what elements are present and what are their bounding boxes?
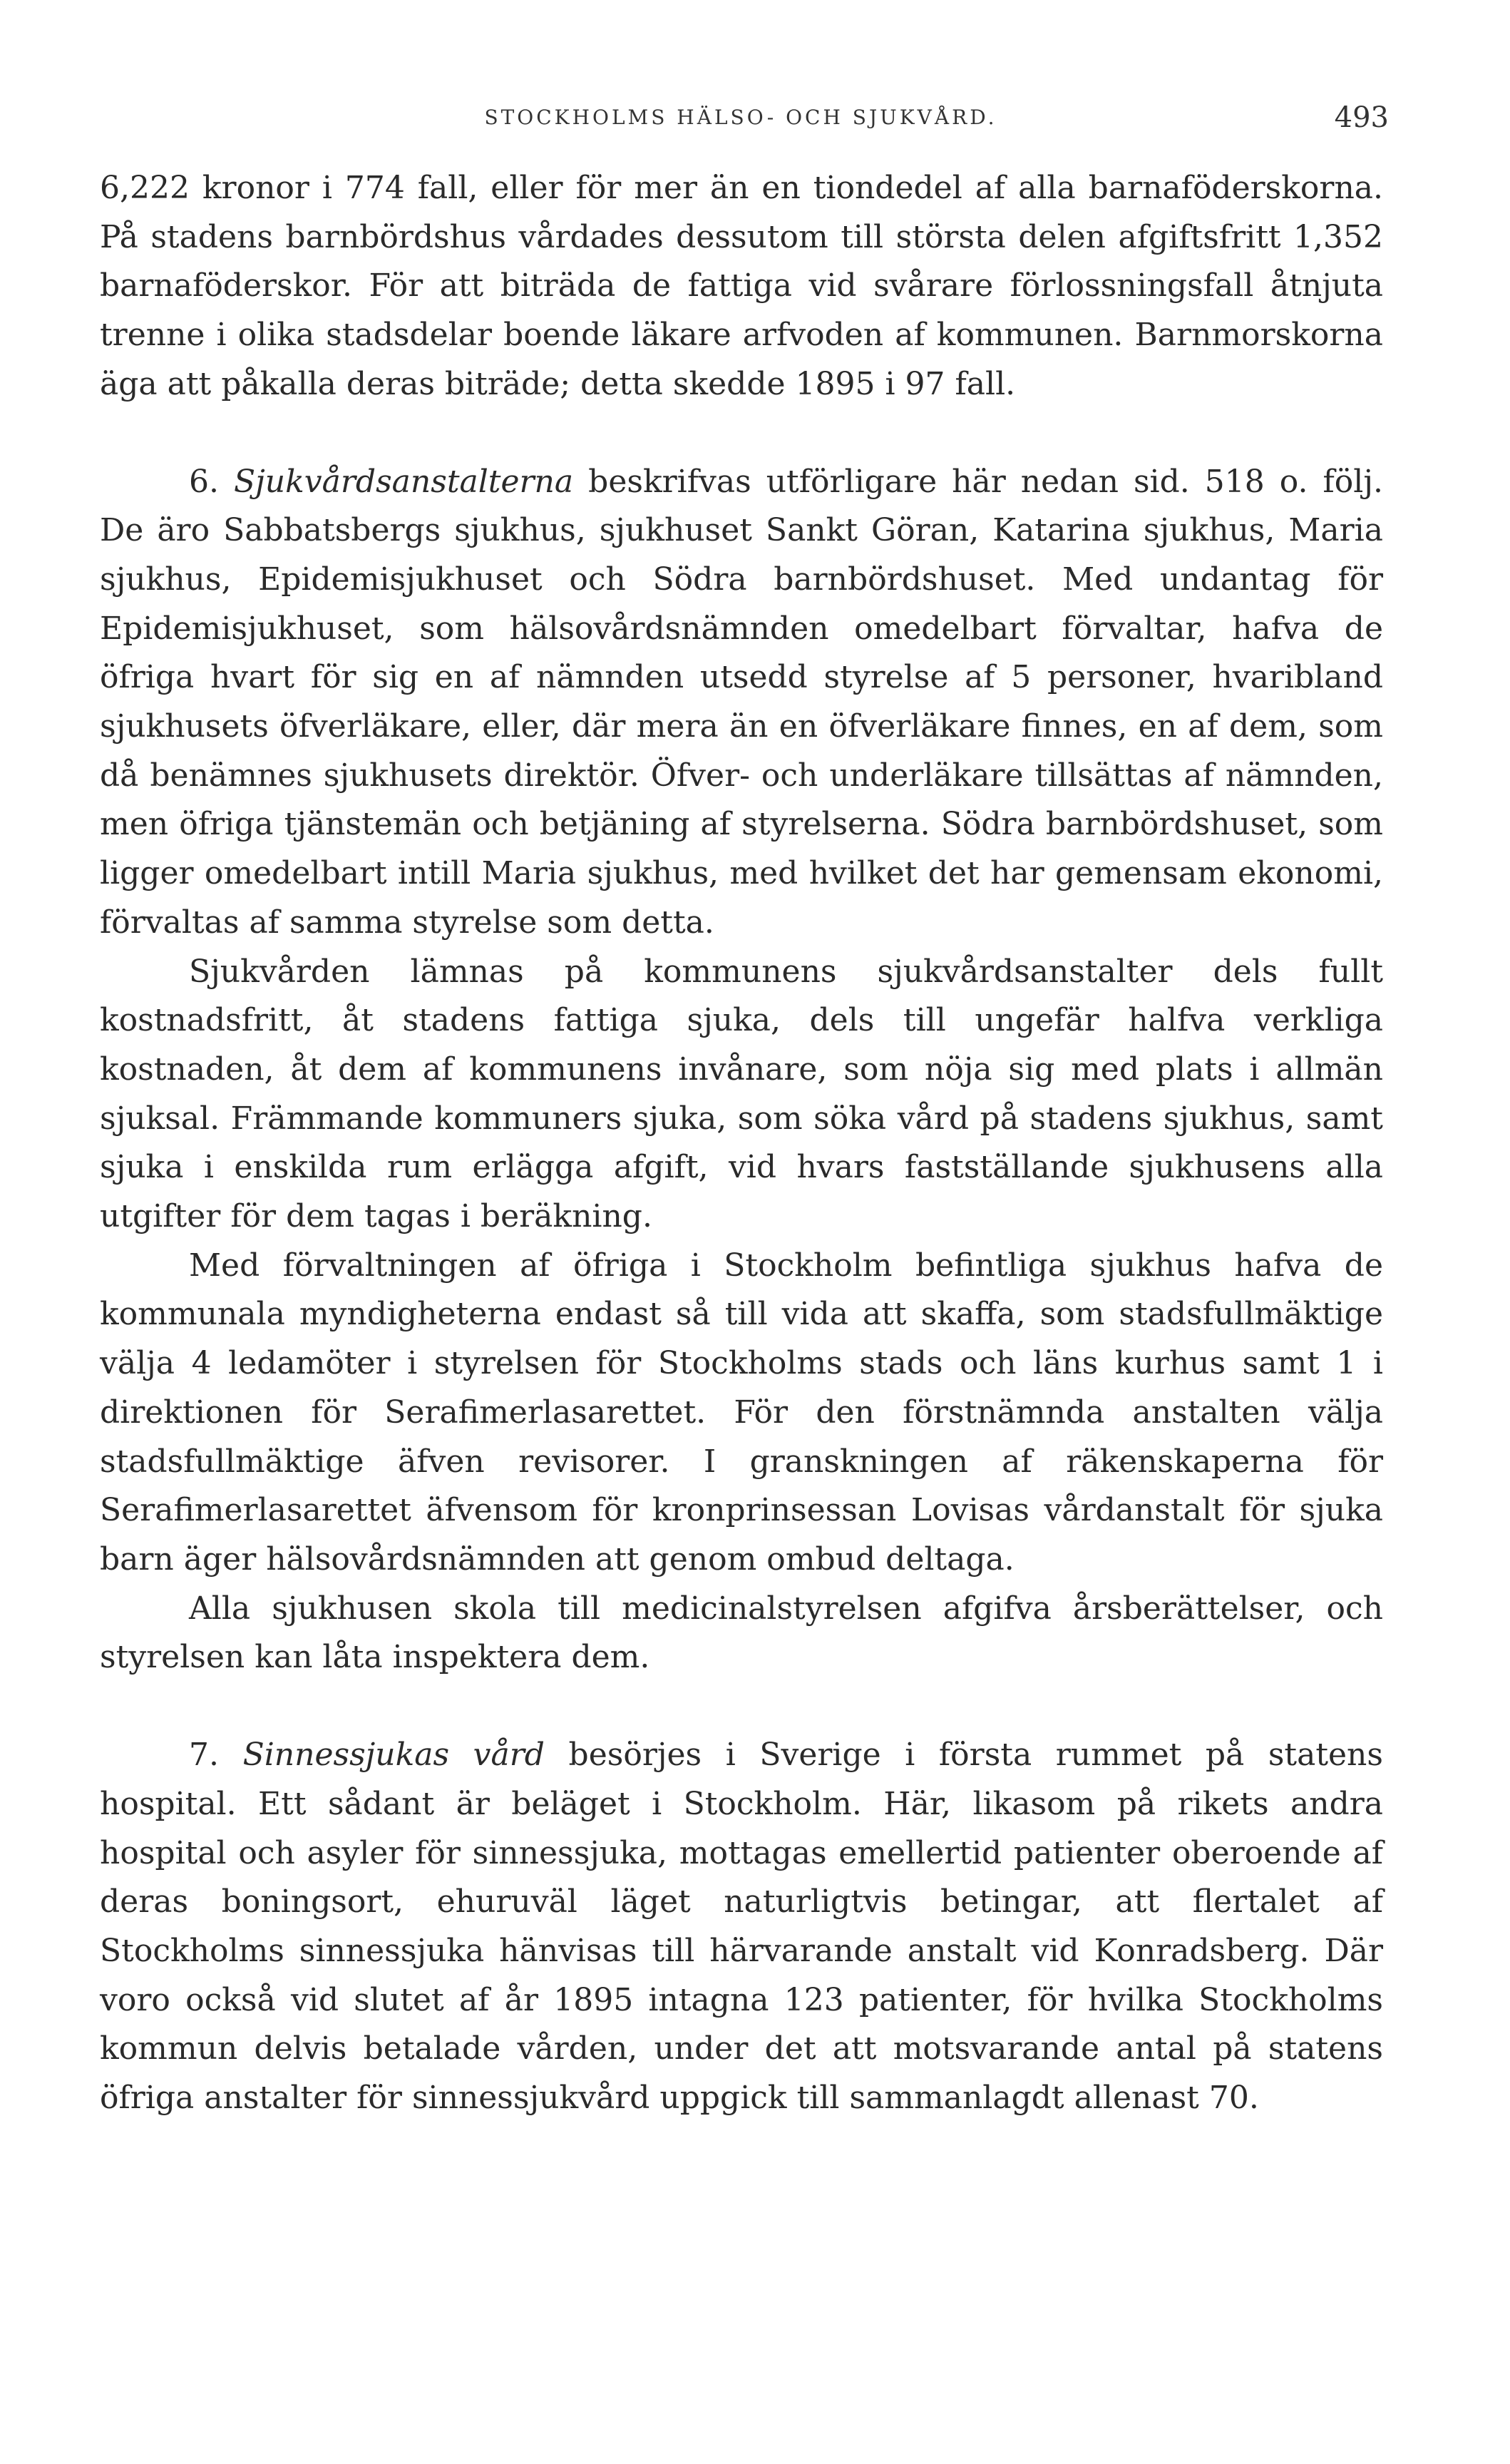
section-number-7: 7. <box>189 1737 219 1774</box>
section-title-sinnessjukas-vard: Sinnessjukas vård <box>242 1737 545 1774</box>
body-text <box>100 164 1383 2123</box>
section-number-6: 6. <box>189 463 219 500</box>
paragraph-1 <box>100 164 1383 409</box>
paragraph-4 <box>100 1242 1383 1585</box>
paragraph-5 <box>100 1585 1383 1682</box>
paragraph-4-text: Med förvaltningen af öfriga i Stockholm befintliga sjukhus hafva de kommunala myndigheterna endast så till vida att skaffa, som stadsfullmäktige välja 4 ledamöter i styrelsen för Stockholms stads och läns kurhus samt 1 i direktionen för Serafimerlasarettet. För den förstnämnda anstalten välja stadsfullmäktige äfven revisorer. I granskningen af räkenskaperna för Serafimerlasarettet äfvensom för kronprinsessan Lovisas vårdanstalt för sjuka barn äger hälsovårdsnämnden att genom ombud deltaga. <box>100 1247 1383 1578</box>
paragraph-2-text: beskrifvas utförligare här nedan sid. 518 o. följ. De äro Sabbatsbergs sjukhus, sjukhuset Sankt Göran, Katarina sjukhus, Maria sjukhus, Epidemisjukhuset och Södra barnbördshuset. Med undantag för Epidemisjukhuset, som hälsovårdsnämnden omedelbart förvaltar, hafva de öfriga hvart för sig en af nämnden utsedd styrelse af 5 personer, hvaribland sjukhusets öfverläkare, eller, där mera än en öfverläkare finnes, en af dem, som då benämnes sjukhusets direktör. Öfver- och underläkare tillsättas af nämnden, men öfriga tjänstemän och betjäning af styrelserna. Södra barnbördshuset, som ligger omedelbart intill Maria sjukhus, med hvilket det har gemensam ekonomi, förvaltas af samma styrelse som detta. <box>100 463 1383 941</box>
paragraph-3 <box>100 948 1383 1242</box>
paragraph-6 <box>100 1731 1383 2123</box>
paragraph-3-text: Sjukvården lämnas på kommunens sjukvårdsanstalter dels fullt kostnadsfritt, åt stadens fattiga sjuka, dels till ungefär halfva verkliga kostnaden, åt dem af kommunens invånare, som nöja sig med plats i allmän sjuksal. Främmande kommuners sjuka, som söka vård på stadens sjukhus, samt sjuka i enskilda rum erlägga afgift, vid hvars fastställande sjukhusens alla utgifter för dem tagas i beräkning. <box>100 953 1383 1235</box>
paragraph-6-text: besörjes i Sverige i första rummet på statens hospital. Ett sådant är beläget i Stockholm. Här, likasom på rikets andra hospital och asyler för sinnessjuka, mottagas emellertid patienter oberoende af deras boningsort, ehuruväl läget naturligtvis betingar, att flertalet af Stockholms sinnessjuka hänvisas till härvarande anstalt vid Konradsberg. Där voro också vid slutet af år 1895 intagna 123 patienter, för hvilka Stockholms kommun delvis betalade vården, under det att motsvarande antal på statens öfriga anstalter för sinnessjukvård uppgick till sammanlagdt allenast 70. <box>100 1737 1383 2117</box>
running-head <box>100 101 1389 148</box>
page-number: 493 <box>1334 101 1389 134</box>
paragraph-5-text: Alla sjukhusen skola till medicinalstyrelsen afgifva årsberättelser, och styrelsen kan låta inspektera dem. <box>100 1590 1383 1676</box>
paragraph-2 <box>100 458 1383 948</box>
running-title: STOCKHOLMS HÄLSO- OCH SJUKVÅRD. <box>484 106 997 129</box>
section-title-sjukvardsanstalterna: Sjukvårdsanstalterna <box>234 463 574 500</box>
paragraph-1-text: 6,222 kronor i 774 fall, eller för mer än en tiondedel af alla barnaföderskorna. På stadens barnbördshus vårdades dessutom till största delen afgiftsfritt 1,352 barnaföderskor. För att biträda de fattiga vid svårare förlossningsfall åtnjuta trenne i olika stadsdelar boende läkare arfvoden af kommunen. Barnmorskorna äga att påkalla deras biträde; detta skedde 1895 i 97 fall. <box>100 170 1383 402</box>
